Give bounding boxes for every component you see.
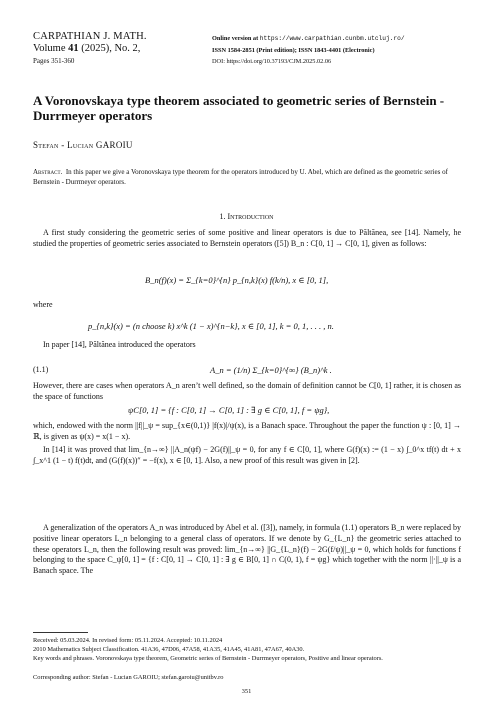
issn: ISSN 1584-2851 (Print edition); ISSN 1843-4401 (Electronic) (212, 46, 375, 54)
journal-header (33, 31, 203, 67)
footnote-msc: 2010 Mathematics Subject Classification. 41A36, 47D06, 47A58, 41A35, 41A45, 41A81, 47A67, 40A30. (33, 646, 305, 653)
section-heading: 1. Introduction (219, 212, 274, 221)
volume-info: Volume 41 (2025), No. 2, (33, 43, 141, 54)
footnote-keywords: Key words and phrases. Voronovskaya type theorem, Geometric series of Bernstein - Durrmeyer operators, Positive and linear operators. (33, 655, 383, 662)
paragraph-6: A generalization of the operators A_n was introduced by Abel et al. ([3]), namely, in formula (1.1) operators B_n were replaced by positive linear operators L_n belonging to a general class of operators. If we denote by G_{L_n} the geometric series attached to these operators L_n, then the following result was proved: lim_{n→∞} ||G_{L_n}(f) − 2G(f/ψ)||_ψ = 0, which holds for functions f belonging to the space C_ψ[0, 1] = {f : C[0, 1] → C[0, 1] : ∃ g ∈ B[0, 1] ∩ C(0, 1), f = ψg} which together with the norm ||·||_ψ is a Banach space. The (33, 523, 462, 576)
footnote-received: Received: 05.03.2024. In revised form: 05.11.2024. Accepted: 10.11.2024 (33, 637, 223, 644)
equation-number: (1.1) (33, 365, 49, 374)
where-label: where (33, 300, 53, 309)
abstract (33, 168, 461, 187)
doi[interactable]: DOI: https://doi.org/10.37193/CJM.2025.02.06 (212, 58, 332, 66)
footnote-corresponding: Corresponding author: Stefan - Lucian GAROIU; stefan.garoiu@unitbv.ro (33, 674, 224, 681)
journal-name: CARPATHIAN J. MATH. (33, 31, 147, 42)
equation-an: A_n = (1/n) Σ_{k=0}^{∞} (B_n)^k . (210, 365, 332, 375)
online-version: Online version at https://www.carpathian.cunbm.utcluj.ro/ (212, 35, 405, 42)
page-number: 351 (241, 688, 252, 695)
paragraph-5: In [14] it was proved that lim_{n→∞} ||A_n(ψf) − 2G(f)||_ψ = 0, for any f ∈ C[0, 1], where G(f)(x) := (1 − x) ∫_0^x tf(t) dt + x ∫_x^1 (1 − t) f(t)dt, and (G(f)(x))″ = −f(x), x ∈ [0, 1]. Also, a new proof of this result was given in [2]. (33, 445, 461, 465)
paragraph-1: A first study considering the geometric series of some positive and linear operators is due to Păltănea, see [14]. Namely, he studied the properties of geometric series associated to Bernstein operators ([5]) B_n : C[0, 1] → C[0, 1], given as follows: (33, 228, 461, 248)
journal-url[interactable]: https://www.carpathian.cunbm.utcluj.ro/ (259, 35, 405, 42)
abstract-label: Abstract. (33, 168, 63, 176)
paragraph-3: However, there are cases when operators A_n aren’t well defined, so the domain of definition cannot be C[0, 1] rather, it is chosen as the space of functions (33, 381, 461, 401)
equation-space: ψC[0, 1] = {f : C[0, 1] → C[0, 1] : ∃ g ∈ C[0, 1], f = ψg}, (128, 405, 330, 415)
paragraph-2: In paper [14], Păltănea introduced the operators (43, 340, 196, 349)
equation-pnk: p_{n,k}(x) = (n choose k) x^k (1 − x)^{n−k}, x ∈ [0, 1], k = 0, 1, . . . , n. (88, 321, 334, 331)
paragraph-4: which, endowed with the norm ||f||_ψ = sup_{x∈(0,1)} |f(x)|/ψ(x), is a Banach space. Throughout the paper the function ψ : [0, 1] → ℝ, is given as ψ(x) = x(1 − x). (33, 421, 461, 441)
equation-bernstein: B_n(f)(x) = Σ_{k=0}^{n} p_{n,k}(x) f(k/n), x ∈ [0, 1], (145, 275, 329, 285)
paper-title: A Voronovskaya type theorem associated to geometric series of Bernstein - Durrmeyer operators (33, 93, 445, 123)
footnote-rule (33, 632, 88, 633)
page-range: Pages 351-360 (33, 57, 75, 65)
author: Stefan - Lucian GAROIU (33, 140, 133, 150)
publication-info (212, 33, 472, 68)
abstract-text: In this paper we give a Voronovskaya type theorem for the operators introduced by U. Abel, which are defined as the geometric series of Bernstein - Durrmeyer operators. (33, 168, 448, 186)
